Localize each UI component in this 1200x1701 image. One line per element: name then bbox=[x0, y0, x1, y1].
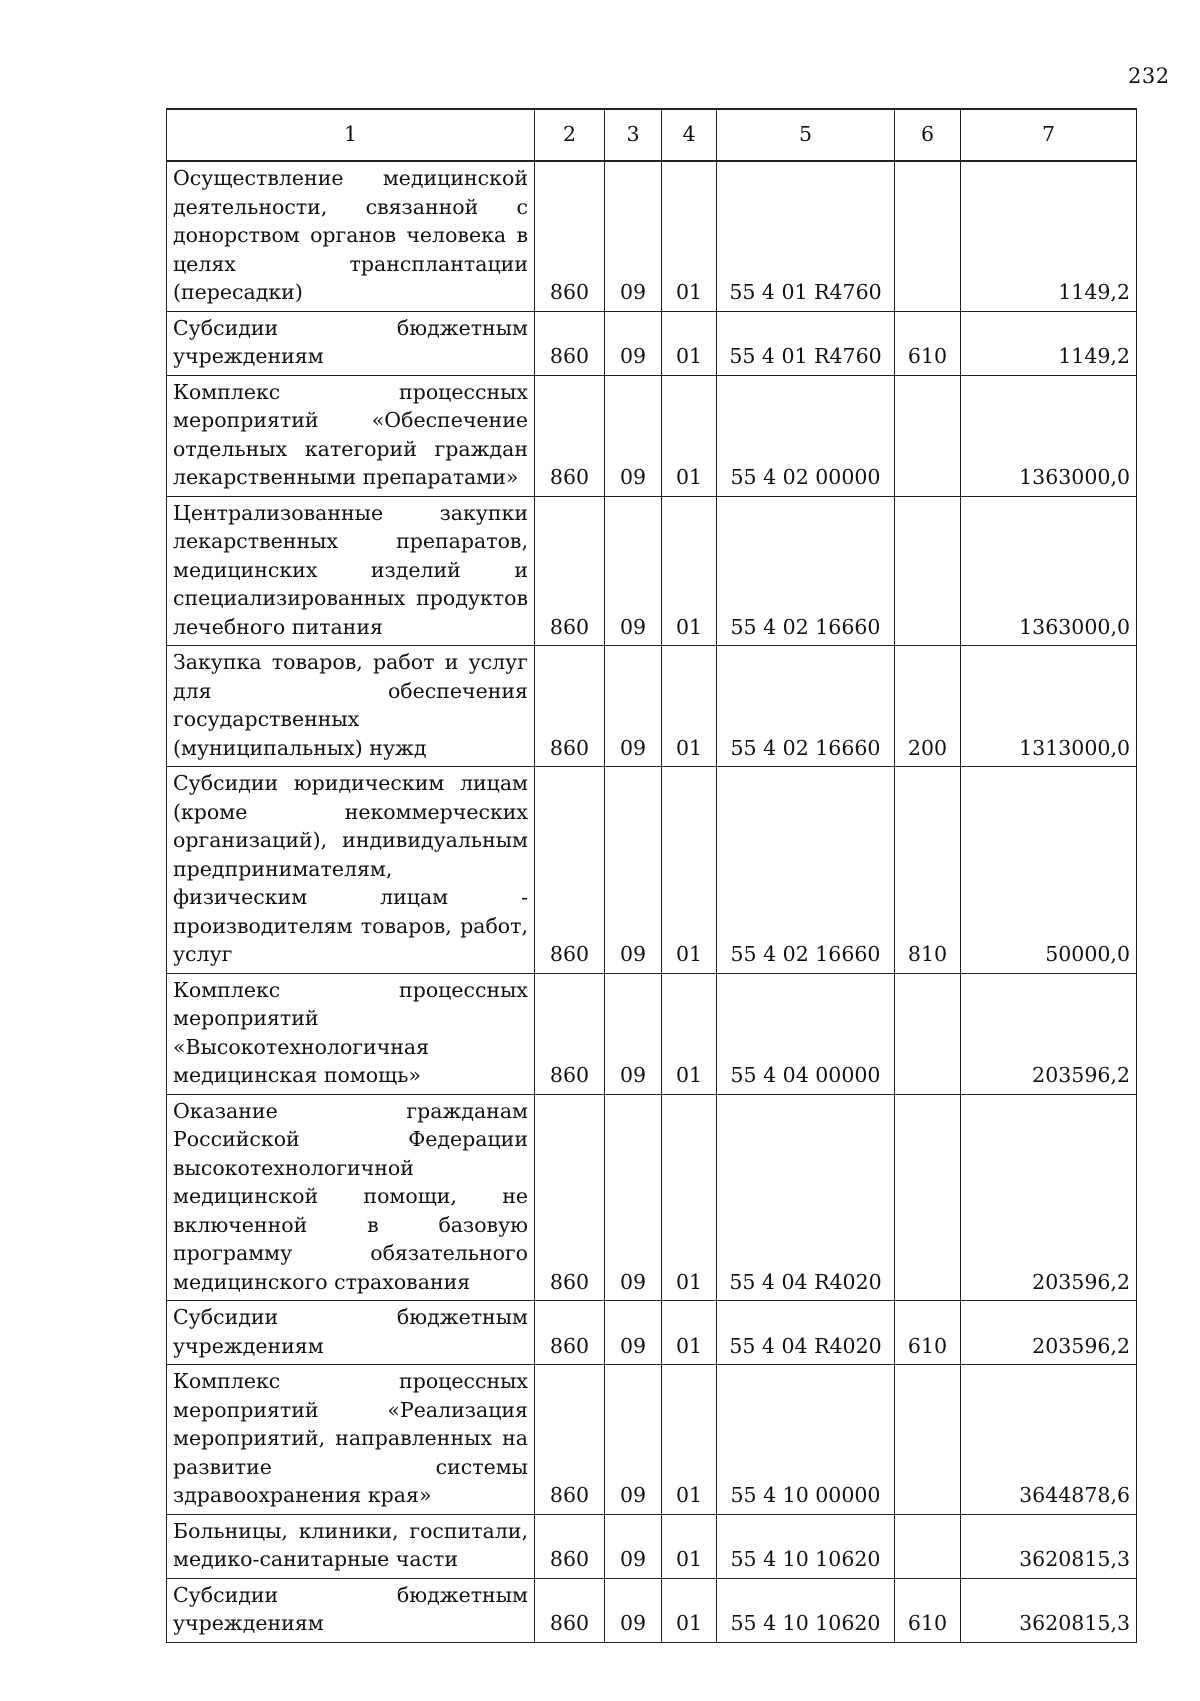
table-row bbox=[167, 767, 1137, 974]
header-cell-2: 2 bbox=[535, 109, 605, 161]
ministry-code-cell: 860 bbox=[535, 767, 605, 974]
header-cell-7: 7 bbox=[961, 109, 1137, 161]
target-article-cell: 55 4 10 10620 bbox=[717, 1514, 895, 1578]
section-code-cell: 09 bbox=[605, 311, 662, 375]
subsection-code-cell: 01 bbox=[662, 311, 717, 375]
header-cell-5: 5 bbox=[717, 109, 895, 161]
page-number: 232 bbox=[1128, 64, 1170, 88]
table-row bbox=[167, 161, 1137, 311]
section-code-cell: 09 bbox=[605, 1578, 662, 1642]
header-cell-1: 1 bbox=[167, 109, 535, 161]
target-article-cell: 55 4 01 R4760 bbox=[717, 161, 895, 311]
subsection-code-cell: 01 bbox=[662, 767, 717, 974]
section-code-cell: 09 bbox=[605, 161, 662, 311]
expense-type-cell: 610 bbox=[895, 1301, 961, 1365]
target-article-cell: 55 4 04 00000 bbox=[717, 973, 895, 1094]
ministry-code-cell: 860 bbox=[535, 1365, 605, 1515]
expense-type-cell bbox=[895, 161, 961, 311]
table-row bbox=[167, 646, 1137, 767]
amount-cell: 1363000,0 bbox=[961, 375, 1137, 496]
amount-cell: 1149,2 bbox=[961, 161, 1137, 311]
ministry-code-cell: 860 bbox=[535, 973, 605, 1094]
expense-type-cell bbox=[895, 375, 961, 496]
row-name-cell: Субсидии бюджетным учреждениям bbox=[167, 1578, 535, 1642]
amount-cell: 1313000,0 bbox=[961, 646, 1137, 767]
header-row bbox=[167, 109, 1137, 161]
section-code-cell: 09 bbox=[605, 1301, 662, 1365]
section-code-cell: 09 bbox=[605, 375, 662, 496]
table-row bbox=[167, 1578, 1137, 1642]
subsection-code-cell: 01 bbox=[662, 646, 717, 767]
ministry-code-cell: 860 bbox=[535, 1578, 605, 1642]
section-code-cell: 09 bbox=[605, 767, 662, 974]
section-code-cell: 09 bbox=[605, 1094, 662, 1301]
subsection-code-cell: 01 bbox=[662, 1578, 717, 1642]
section-code-cell: 09 bbox=[605, 1365, 662, 1515]
table-row bbox=[167, 375, 1137, 496]
target-article-cell: 55 4 02 00000 bbox=[717, 375, 895, 496]
table-row bbox=[167, 1365, 1137, 1515]
amount-cell: 3644878,6 bbox=[961, 1365, 1137, 1515]
table-row bbox=[167, 973, 1137, 1094]
amount-cell: 50000,0 bbox=[961, 767, 1137, 974]
row-name-cell: Комплекс процессных мероприятий «Обеспечение отдельных категорий граждан лекарственными препаратами» bbox=[167, 375, 535, 496]
amount-cell: 203596,2 bbox=[961, 1094, 1137, 1301]
subsection-code-cell: 01 bbox=[662, 1301, 717, 1365]
target-article-cell: 55 4 10 00000 bbox=[717, 1365, 895, 1515]
target-article-cell: 55 4 02 16660 bbox=[717, 767, 895, 974]
expense-type-cell: 200 bbox=[895, 646, 961, 767]
target-article-cell: 55 4 04 R4020 bbox=[717, 1094, 895, 1301]
table-row bbox=[167, 1094, 1137, 1301]
amount-cell: 3620815,3 bbox=[961, 1578, 1137, 1642]
header-cell-4: 4 bbox=[662, 109, 717, 161]
amount-cell: 203596,2 bbox=[961, 973, 1137, 1094]
ministry-code-cell: 860 bbox=[535, 646, 605, 767]
subsection-code-cell: 01 bbox=[662, 375, 717, 496]
amount-cell: 203596,2 bbox=[961, 1301, 1137, 1365]
expense-type-cell: 810 bbox=[895, 767, 961, 974]
budget-table bbox=[166, 108, 1137, 1643]
expense-type-cell bbox=[895, 496, 961, 646]
row-name-cell: Субсидии бюджетным учреждениям bbox=[167, 1301, 535, 1365]
subsection-code-cell: 01 bbox=[662, 496, 717, 646]
header-cell-3: 3 bbox=[605, 109, 662, 161]
subsection-code-cell: 01 bbox=[662, 1365, 717, 1515]
expense-type-cell bbox=[895, 1365, 961, 1515]
subsection-code-cell: 01 bbox=[662, 1094, 717, 1301]
ministry-code-cell: 860 bbox=[535, 1301, 605, 1365]
amount-cell: 1363000,0 bbox=[961, 496, 1137, 646]
row-name-cell: Больницы, клиники, госпитали, медико-санитарные части bbox=[167, 1514, 535, 1578]
expense-type-cell bbox=[895, 973, 961, 1094]
ministry-code-cell: 860 bbox=[535, 1094, 605, 1301]
expense-type-cell bbox=[895, 1094, 961, 1301]
table-row bbox=[167, 1301, 1137, 1365]
row-name-cell: Комплекс процессных мероприятий «Реализация мероприятий, направленных на развитие системы здравоохранения края» bbox=[167, 1365, 535, 1515]
ministry-code-cell: 860 bbox=[535, 161, 605, 311]
table-row bbox=[167, 1514, 1137, 1578]
row-name-cell: Осуществление медицинской деятельности, связанной с донорством органов человека в целях трансплантации (пересадки) bbox=[167, 161, 535, 311]
expense-type-cell: 610 bbox=[895, 311, 961, 375]
ministry-code-cell: 860 bbox=[535, 311, 605, 375]
row-name-cell: Субсидии бюджетным учреждениям bbox=[167, 311, 535, 375]
expense-type-cell: 610 bbox=[895, 1578, 961, 1642]
ministry-code-cell: 860 bbox=[535, 1514, 605, 1578]
header-cell-6: 6 bbox=[895, 109, 961, 161]
section-code-cell: 09 bbox=[605, 1514, 662, 1578]
row-name-cell: Субсидии юридическим лицам (кроме некоммерческих организаций), индивидуальным предпринимателям, физическим лицам - производителям товаров, работ, услуг bbox=[167, 767, 535, 974]
subsection-code-cell: 01 bbox=[662, 161, 717, 311]
ministry-code-cell: 860 bbox=[535, 375, 605, 496]
row-name-cell: Закупка товаров, работ и услуг для обеспечения государственных (муниципальных) нужд bbox=[167, 646, 535, 767]
row-name-cell: Комплекс процессных мероприятий «Высокотехнологичная медицинская помощь» bbox=[167, 973, 535, 1094]
subsection-code-cell: 01 bbox=[662, 1514, 717, 1578]
section-code-cell: 09 bbox=[605, 646, 662, 767]
section-code-cell: 09 bbox=[605, 973, 662, 1094]
target-article-cell: 55 4 10 10620 bbox=[717, 1578, 895, 1642]
table-row bbox=[167, 496, 1137, 646]
target-article-cell: 55 4 02 16660 bbox=[717, 496, 895, 646]
row-name-cell: Оказание гражданам Российской Федерации высокотехнологичной медицинской помощи, не включенной в базовую программу обязательного медицинского страхования bbox=[167, 1094, 535, 1301]
subsection-code-cell: 01 bbox=[662, 973, 717, 1094]
expense-type-cell bbox=[895, 1514, 961, 1578]
amount-cell: 1149,2 bbox=[961, 311, 1137, 375]
amount-cell: 3620815,3 bbox=[961, 1514, 1137, 1578]
table-row bbox=[167, 311, 1137, 375]
section-code-cell: 09 bbox=[605, 496, 662, 646]
target-article-cell: 55 4 02 16660 bbox=[717, 646, 895, 767]
row-name-cell: Централизованные закупки лекарственных препаратов, медицинских изделий и специализированных продуктов лечебного питания bbox=[167, 496, 535, 646]
target-article-cell: 55 4 01 R4760 bbox=[717, 311, 895, 375]
ministry-code-cell: 860 bbox=[535, 496, 605, 646]
target-article-cell: 55 4 04 R4020 bbox=[717, 1301, 895, 1365]
